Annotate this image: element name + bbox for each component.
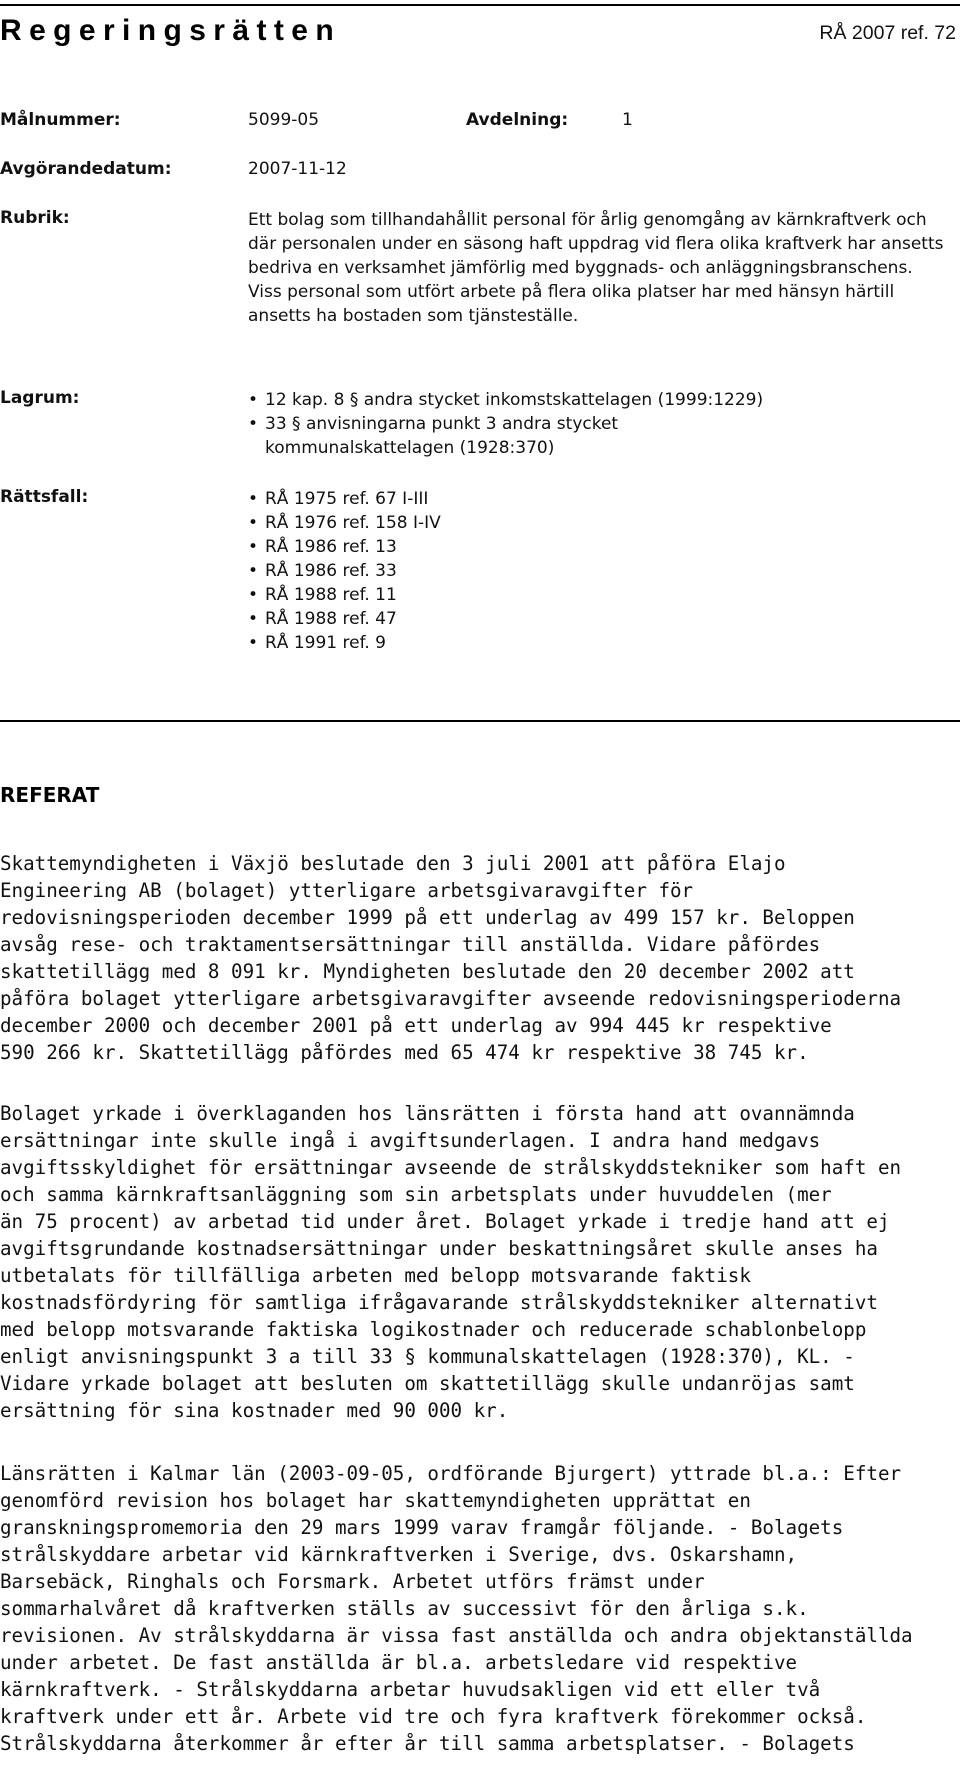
list-item: • RÅ 1986 ref. 13 [248,537,397,557]
bullet-icon: • [248,561,259,581]
list-item: • RÅ 1988 ref. 11 [248,585,397,605]
referat-paragraph-2: Bolaget yrkade i överklaganden hos länsrätten i första hand att ovannämnda ersättningar inte skulle ingå i avgiftsunderlagen. I andra hand medgavs avgiftsskyldighet för ersättningar avseende de strålskyddstekniker som haft en och samma kärnkraftsanläggning som sin arbetsplats under huvuddelen (mer än 75 procent) av arbetad tid under året. Bolaget yrkade i tredje hand att ej avgiftsgrundande kostnadsersättningar under beskattningsåret skulle anses ha utbetalats för tillfälliga arbeten med belopp motsvarande faktisk kostnadsfördyring för samtliga ifrågavarande strålskyddstekniker alternativt med belopp motsvarande faktiska logikostnader och reducerade schablonbelopp enligt anvisningspunkt 3 a till 33 § kommunalskattelagen (1928:370), KL. - Vidare yrkade bolaget att besluten om skattetillägg skulle undanröjas samt ersättning för sina kostnader med 90 000 kr. [0,1102,902,1422]
bullet-icon: • [248,633,259,653]
court-title: Regeringsrätten [0,14,342,47]
bullet-icon: • [248,609,259,629]
list-item: • 33 § anvisningarna punkt 3 andra stycket [248,414,619,434]
referat-paragraph-1: Skattemyndigheten i Växjö beslutade den 3 juli 2001 att påföra Elajo Engineering AB (bolaget) ytterligare arbetsgivaravgifter för redovisningsperioden december 1999 på ett underlag av 499 157 kr. Beloppen avsåg rese- och traktamentsersättningar till anställda. Vidare påfördes skattetillägg med 8 091 kr. Myndigheten beslutade den 20 december 2002 att påföra bolaget ytterligare arbetsgivaravgifter avseende redovisningsperioderna december 2000 och december 2001 på ett underlag av 994 445 kr respektive 590 266 kr. Skattetillägg påfördes med 65 474 kr respektive 38 745 kr. [0,852,902,1064]
rattsfall-list [248,487,441,655]
bullet-icon: • [248,585,259,605]
list-item: • RÅ 1986 ref. 33 [248,561,397,581]
bullet-icon: • [248,513,259,533]
avgorandedatum-label: Avgörandedatum: [0,159,172,179]
malnummer-value: 5099-05 [248,110,320,130]
avdelning-label: Avdelning: [466,110,569,130]
bullet-icon: • [248,414,259,434]
avdelning-value: 1 [622,110,633,130]
referat-heading: REFERAT [0,783,100,807]
bullet-icon: • [248,390,259,410]
list-item: • RÅ 1976 ref. 158 I-IV [248,513,441,533]
list-item: • RÅ 1991 ref. 9 [248,633,386,653]
list-item: kommunalskattelagen (1928:370) [265,438,555,458]
list-item: • RÅ 1975 ref. 67 I-III [248,489,429,509]
section-divider [0,720,960,722]
malnummer-label: Målnummer: [0,110,121,130]
referat-paragraph-3: Länsrätten i Kalmar län (2003-09-05, ordförande Bjurgert) yttrade bl.a.: Efter genomförd revision hos bolaget har skattemyndigheten upprättat en granskningspromemoria den 29 mars 1999 varav framgår följande. - Bolagets strålskyddare arbetar vid kärnkraftverken i Sverige, dvs. Oskarshamn, Barsebäck, Ringhals och Forsmark. Arbetet utförs främst under sommarhalvåret då kraftverken ställs av successivt för den årliga s.k. revisionen. Av strålskyddarna är vissa fast anställda och andra objektanställda under arbetet. De fast anställda är bl.a. arbetsledare vid respektive kärnkraftverk. - Strålskyddarna arbetar huvudsakligen vid ett eller två kraftverk under ett år. Arbete vid tre och fyra kraftverk förekommer också. Strålskyddarna återkommer år efter år till samma arbetsplatser. - Bolagets [0,1462,913,1755]
list-item: • 12 kap. 8 § andra stycket inkomstskattelagen (1999:1229) [248,390,764,410]
avgorandedatum-value: 2007-11-12 [248,159,347,179]
rubrik-label: Rubrik: [0,208,70,228]
bullet-icon: • [248,489,259,509]
list-item: • RÅ 1988 ref. 47 [248,609,397,629]
header-rule [0,4,960,6]
bullet-icon: • [248,537,259,557]
lagrum-label: Lagrum: [0,388,80,408]
case-reference: RÅ 2007 ref. 72 [819,22,956,44]
lagrum-list [248,388,763,460]
rubrik-text: Ett bolag som tillhandahållit personal för årlig genomgång av kärnkraftverk och där personalen under en säsong haft uppdrag vid flera olika kraftverk har ansetts bedriva en verksamhet jämförlig med byggnads- och anläggningsbranschens. Viss personal som utfört arbete på flera olika platser har med hänsyn härtill ansetts ha bostaden som tjänsteställe. [248,210,944,326]
rattsfall-label: Rättsfall: [0,487,89,507]
